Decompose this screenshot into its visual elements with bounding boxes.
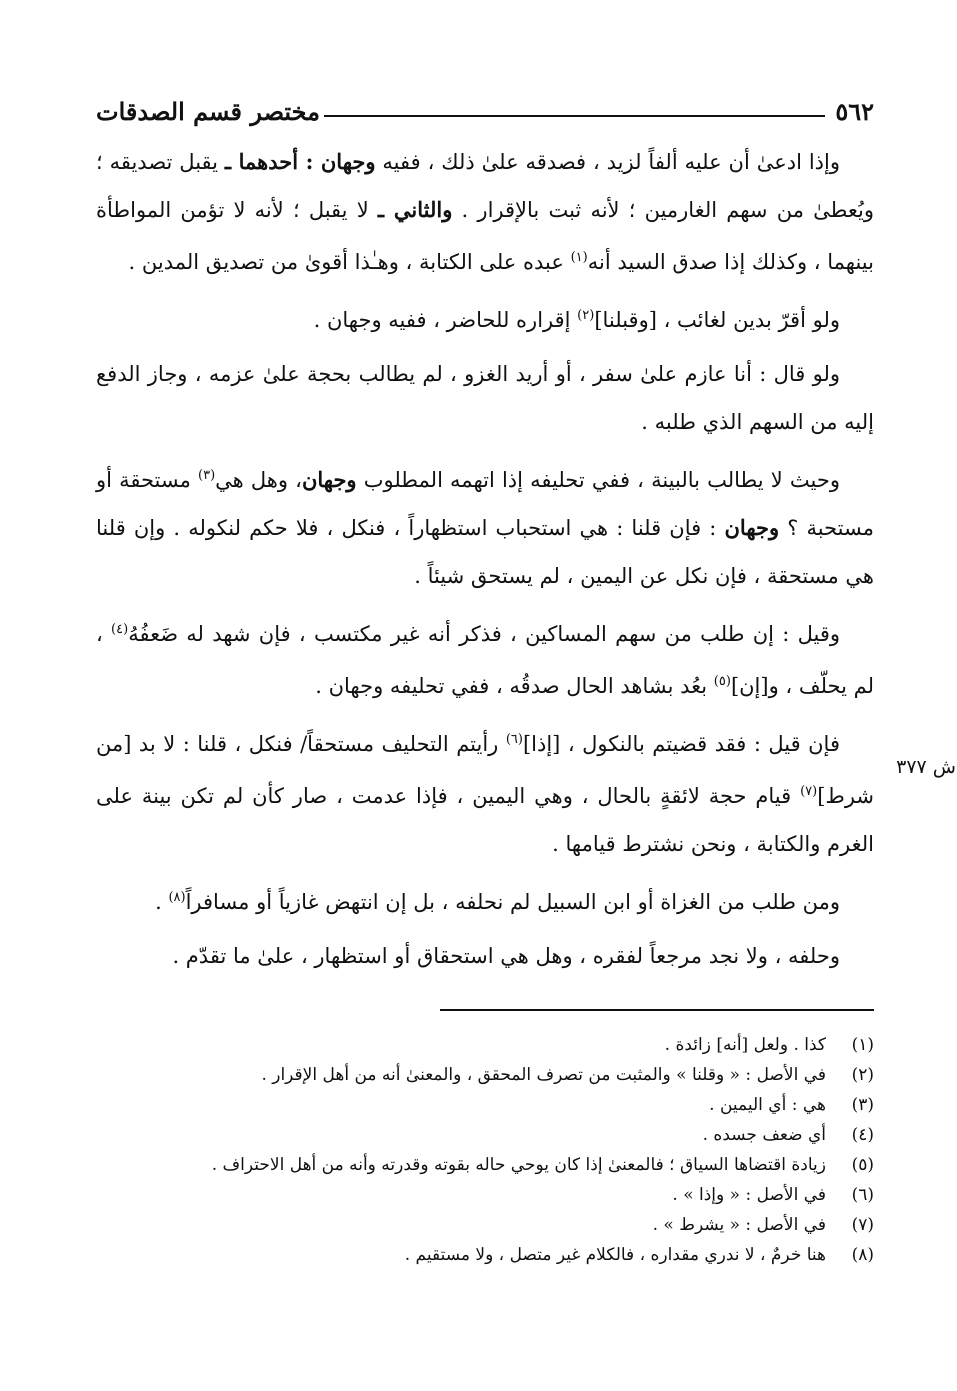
footnote-item xyxy=(96,1240,874,1270)
text-span: ولو أقرّ بدين لغائب ، [وقبلنا] xyxy=(594,308,840,332)
text-span: قيام حجة لائقةٍ بالحال ، وهي اليمين ، فإذا عدمت ، صار كأن لم تكن بينة على الغرم والكتابة ، ونحن نشترط قيامها . xyxy=(96,784,874,856)
page-number: ٥٦٢ xyxy=(835,97,874,126)
text-span: بعُد بشاهد الحال صدقُه ، ففي تحليفه وجهان . xyxy=(315,674,714,698)
footnote-text: هنا خرمٌ ، لا ندري مقداره ، فالكلام غير متصل ، ولا مستقيم . xyxy=(404,1245,826,1265)
footnote-separator xyxy=(440,1009,874,1011)
footnote-number: (٢) xyxy=(851,1065,874,1085)
footnote-text: كذا . ولعل [أنه] زائدة . xyxy=(664,1035,826,1055)
footnote-text: في الأصل : « يشرط » . xyxy=(652,1215,826,1235)
paragraph-2 xyxy=(96,292,874,344)
bold-term: والثاني ـ xyxy=(377,197,453,222)
main-text xyxy=(96,138,874,986)
text-span: عبده على الكتابة ، وهـٰذا أقوىٰ من تصديق المدين . xyxy=(128,250,571,274)
paragraph-6 xyxy=(96,716,874,868)
footnote-text: هي : أي اليمين . xyxy=(709,1095,826,1115)
footnote-text: زيادة اقتضاها السياق ؛ فالمعنىٰ إذا كان يوحي حاله بقوته وقدرته وأنه من أهل الاحتراف . xyxy=(211,1155,826,1175)
footnote-number: (٥) xyxy=(851,1155,874,1175)
running-header xyxy=(96,84,874,126)
text-span: إقراره للحاضر ، ففيه وجهان . xyxy=(313,308,578,332)
text-span: وحيث لا يطالب بالبينة ، ففي تحليفه إذا اتهمه المطلوب xyxy=(356,468,840,492)
text-span: فإن قيل : فقد قضيتم بالنكول ، [إذا] xyxy=(522,732,840,756)
footnote-text: أي ضعف جسده . xyxy=(702,1125,826,1145)
footnote-item xyxy=(96,1060,874,1090)
text-span: وقيل : إن طلب من سهم المساكين ، فذكر أنه غير مكتسب ، فإن شهد له ضَعفُهُ xyxy=(128,622,840,646)
footnote-text: في الأصل : « وقلنا » والمثبت من تصرف المحقق ، والمعنىٰ أنه من أهل الإقرار . xyxy=(261,1065,826,1085)
footnote-number: (٧) xyxy=(851,1215,874,1235)
paragraph-4 xyxy=(96,452,874,600)
text-span: ، وهل هي xyxy=(215,468,302,492)
bold-term: وجهان : أحدهما ـ xyxy=(224,149,376,174)
footnote-ref: (٦) xyxy=(505,732,523,747)
text-span: . xyxy=(155,890,169,914)
text-span: : فإن قلنا : هي استحباب استظهاراً ، فنكل ، فلا حكم لنكوله . وإن قلنا هي مستحقة ، فإن نكل عن اليمين ، لم يستحق شيئاً . xyxy=(96,516,874,588)
text-span: ولو قال : أنا عازم علىٰ سفر ، أو أريد الغزو ، لم يطالب بحجة علىٰ عزمه ، وجاز الدفع إليه من السهم الذي طلبه . xyxy=(96,362,874,434)
text-span: وإذا ادعىٰ أن عليه ألفاً لزيد ، فصدقه علىٰ ذلك ، ففيه xyxy=(375,150,840,174)
paragraph-5 xyxy=(96,606,874,710)
margin-folio-note: ش ٣٧٧ xyxy=(896,756,956,778)
footnote-ref: (٨) xyxy=(168,890,186,905)
text-span: يقبل تصديقه ؛ ويُعطىٰ من سهم الغارمين ؛ لأنه ثبت بالإقرار . xyxy=(96,150,874,222)
footnote-number: (٣) xyxy=(851,1095,874,1115)
footnote-ref: (٤) xyxy=(111,622,129,637)
running-title: مختصر قسم الصدقات xyxy=(96,97,320,126)
footnote-ref: (١) xyxy=(570,250,588,265)
paragraph-3 xyxy=(96,350,874,446)
footnote-ref: (٣) xyxy=(198,468,216,483)
footnote-item xyxy=(96,1090,874,1120)
footnote-number: (١) xyxy=(851,1035,874,1055)
footnote-ref: (٢) xyxy=(577,308,595,323)
footnote-item xyxy=(96,1150,874,1180)
header-rule xyxy=(324,115,825,117)
footnotes xyxy=(96,1030,874,1270)
footnote-ref: (٥) xyxy=(713,674,731,689)
footnote-text: في الأصل : « وإذا » . xyxy=(672,1185,826,1205)
text-span: ومن طلب من الغزاة أو ابن السبيل لم نحلفه ، بل إن انتهض غازياً أو مسافراً xyxy=(185,890,840,914)
footnote-item xyxy=(96,1180,874,1210)
text-span: ، لم يحلّف ، و[إن] xyxy=(96,622,874,698)
text-span: وحلفه ، ولا نجد مرجعاً لفقره ، وهل هي استحقاق أو استظهار ، علىٰ ما تقدّم . xyxy=(172,944,840,968)
bold-term: وجهان xyxy=(724,515,780,540)
footnote-item xyxy=(96,1030,874,1060)
footnote-item xyxy=(96,1120,874,1150)
footnote-ref: (٧) xyxy=(800,784,818,799)
paragraph-7 xyxy=(96,874,874,926)
footnote-item xyxy=(96,1210,874,1240)
bold-term: وجهان xyxy=(301,467,357,492)
text-span: رأيتم التحليف مستحقاً/ فنكل ، قلنا : لا بد [من شرط] xyxy=(96,732,874,808)
text-span: لا يقبل ؛ لأنه لا تؤمن المواطأة بينهما ، وكذلك إذا صدق السيد أنه xyxy=(96,198,874,274)
paragraph-1 xyxy=(96,138,874,286)
paragraph-8 xyxy=(96,932,874,980)
footnote-number: (٨) xyxy=(851,1245,874,1265)
text-span: مستحقة أو مستحبة ؟ xyxy=(96,468,875,540)
footnote-number: (٦) xyxy=(851,1185,874,1205)
footnote-number: (٤) xyxy=(851,1125,874,1145)
